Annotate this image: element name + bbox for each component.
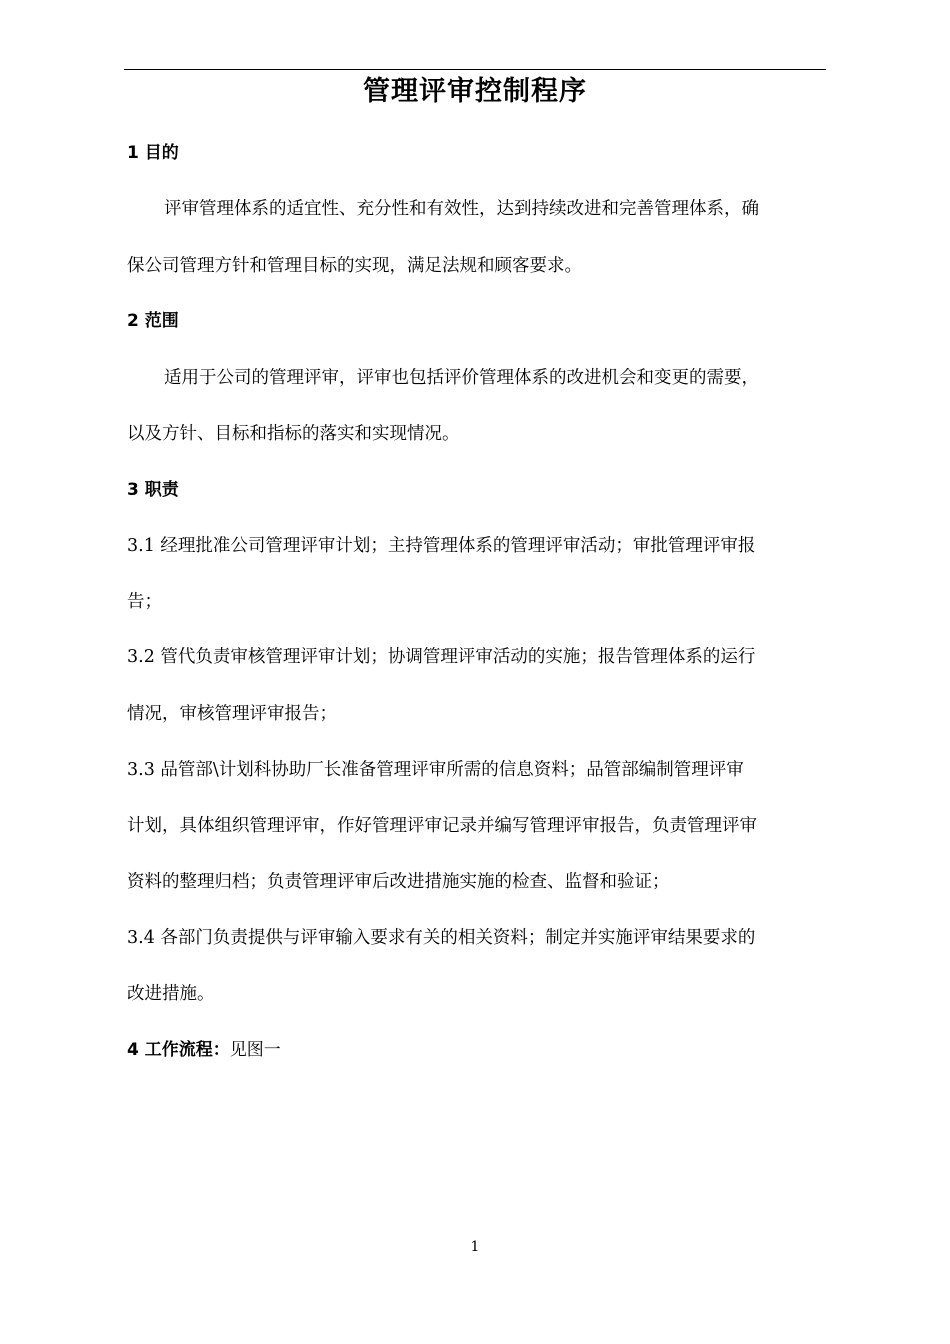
page-number: 1 bbox=[470, 1239, 480, 1255]
section-heading-purpose: 1 目的 bbox=[127, 143, 179, 163]
scope-text-line-1: 适用于公司的管理评审，评审也包括评价管理体系的改进机会和变更的需要， bbox=[164, 368, 759, 388]
responsibility-3-4-line-2: 改进措施。 bbox=[127, 984, 215, 1004]
responsibility-3-2-line-2: 情况，审核管理评审报告； bbox=[127, 704, 337, 724]
purpose-text-line-2: 保公司管理方针和管理目标的实现，满足法规和顾客要求。 bbox=[127, 256, 582, 276]
responsibility-3-3-line-2: 计划，具体组织管理评审，作好管理评审记录并编写管理评审报告，负责管理评审 bbox=[127, 816, 757, 836]
section-heading-responsibilities: 3 职责 bbox=[127, 480, 179, 500]
responsibility-3-1-line-1: 3.1 经理批准公司管理评审计划；主持管理体系的管理评审活动；审批管理评审报 bbox=[127, 536, 756, 556]
responsibility-3-2-line-1: 3.2 管代负责审核管理评审计划；协调管理评审活动的实施；报告管理体系的运行 bbox=[127, 647, 756, 667]
workflow-figure-reference: 见图一 bbox=[229, 1040, 281, 1060]
section-heading-scope: 2 范围 bbox=[127, 311, 179, 331]
scope-text-line-2: 以及方针、目标和指标的落实和实现情况。 bbox=[127, 424, 460, 444]
responsibility-3-4-line-1: 3.4 各部门负责提供与评审输入要求有关的相关资料；制定并实施评审结果要求的 bbox=[127, 928, 756, 948]
section-heading-workflow bbox=[127, 1038, 281, 1062]
purpose-text-line-1: 评审管理体系的适宜性、充分性和有效性，达到持续改进和完善管理体系，确 bbox=[164, 199, 759, 219]
responsibility-3-3-line-1: 3.3 品管部\计划科协助厂长准备管理评审所需的信息资料；品管部编制管理评审 bbox=[127, 760, 744, 780]
document-title: 管理评审控制程序 bbox=[363, 76, 587, 107]
responsibility-3-1-line-2: 告； bbox=[127, 592, 162, 612]
responsibility-3-3-line-3: 资料的整理归档；负责管理评审后改进措施实施的检查、监督和验证； bbox=[127, 872, 670, 892]
workflow-heading-label: 4 工作流程： bbox=[127, 1040, 230, 1060]
